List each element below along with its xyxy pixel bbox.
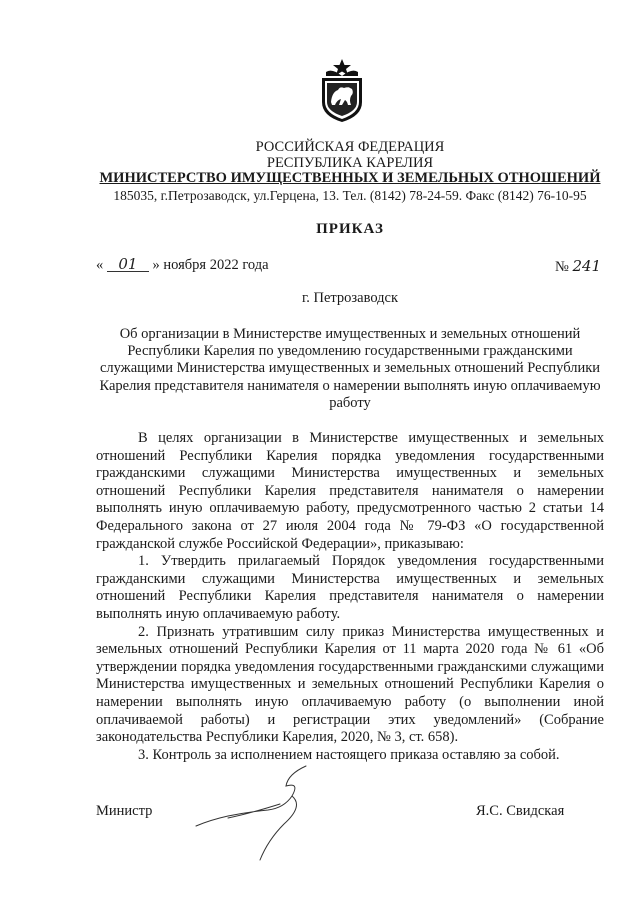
order-item-2: 2. Признать утратившим силу приказ Министерства имущественных и земельных отношений Республики Карелия от 11 марта 2020 года № 61 «Об утверждении порядка уведомления государственными гражданскими служащими Министерства имущественных и земельных отношений Республики Карелия о намерении выполнять иную оплачиваемую работу (о выполнении иной оплачиваемой работы) и регистрации этих уведомлений» (Собрание законодательства Республики Карелия, 2020, № 3, ст. 658).	[96, 623, 604, 746]
order-number	[555, 257, 601, 276]
order-item-3: 3. Контроль за исполнением настоящего приказа оставляю за собой.	[138, 746, 560, 763]
date-quote-close: »	[152, 257, 160, 273]
order-item-1: 1. Утвердить прилагаемый Порядок уведомления государственными гражданскими служащими Министерства имущественных и земельных отношений Республики Карелия представителя нанимателя о намерении выполнять иную оплачиваемую работу.	[96, 553, 604, 622]
order-subject: Об организации в Министерстве имущественных и земельных отношений Республики Карелия по уведомлению государственными гражданскими служащими Министерства имущественных и земельных отношений Республики Карелия представителя нанимателя о намерении выполнять иную оплачиваемую работу	[99, 326, 601, 411]
republic-name: РЕСПУБЛИКА КАРЕЛИЯ	[266, 155, 434, 171]
handwritten-signature	[188, 760, 338, 870]
ministry-name: МИНИСТЕРСТВО ИМУЩЕСТВЕННЫХ И ЗЕМЕЛЬНЫХ ОТНОШЕНИЙ	[99, 170, 601, 186]
order-preamble: В целях организации в Министерстве имущественных и земельных отношений Республики Карелия порядка уведомления государственными гражданскими служащими Министерства имущественных и земельных отношений Республики Карелия представителя нанимателя о намерении выполнять иную оплачиваемую работу, предусмотренного частью 2 статьи 14 Федерального закона от 27 июля 2004 года № 79-ФЗ «О государственной гражданской службе Российской Федерации», приказываю:	[96, 430, 604, 552]
date-quote-open: «	[96, 257, 104, 273]
order-number-value: 241	[572, 257, 602, 275]
order-body	[96, 430, 604, 764]
order-city: г. Петрозаводск	[301, 290, 399, 306]
ministry-address: 185035, г.Петрозаводск, ул.Герцена, 13. Тел. (8142) 78-24-59. Факс (8142) 76-10-95	[113, 188, 587, 203]
order-date	[96, 257, 269, 274]
country-name: РОССИЙСКАЯ ФЕДЕРАЦИЯ	[255, 139, 445, 155]
order-day: 01	[107, 257, 149, 272]
document-type: ПРИКАЗ	[316, 221, 384, 237]
order-number-label: №	[555, 259, 569, 275]
signatory-name: Я.С. Свидская	[476, 803, 565, 819]
signatory-role: Министр	[96, 803, 153, 819]
order-month-year: ноября 2022 года	[163, 257, 269, 273]
karelia-coat-of-arms-icon	[318, 58, 366, 124]
